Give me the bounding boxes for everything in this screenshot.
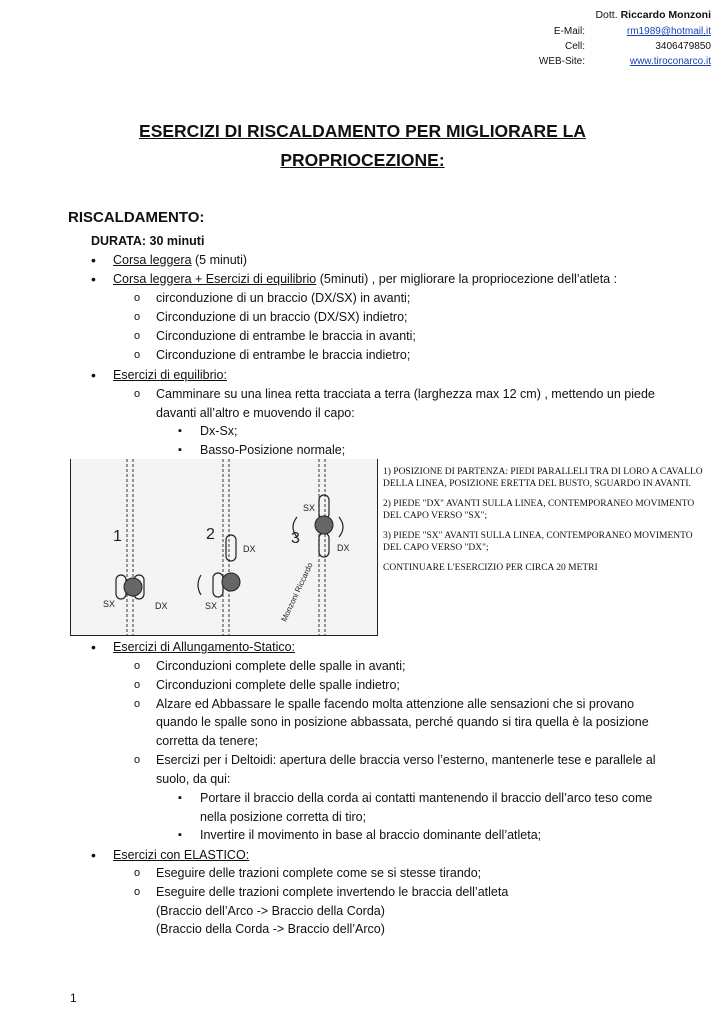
duration: DURATA: 30 minuti	[91, 234, 205, 248]
sub-item: o Circonduzione di un braccio (DX/SX) indietro;	[156, 308, 408, 326]
figure-label-1: 1	[113, 528, 122, 545]
figure-sx-3: SX	[303, 503, 316, 513]
figure-note: 1) POSIZIONE DI PARTENZA: PIEDI PARALLELI TRA DI LORO A CAVALLO DELLA LINEA, POSIZIONE ERETTA DEL BUSTO, SGUARDO IN AVANTI.	[383, 467, 703, 489]
sub-item-cont: quando le spalle sono in posizione abbassata, perché quando si tira quella è la posizione	[156, 715, 649, 729]
sub-item: o Alzare ed Abbassare le spalle facendo molta attenzione alle sensazioni che si provano	[156, 695, 634, 713]
cell-label: Cell:	[564, 41, 585, 52]
sub-item-cont: suolo, da qui:	[156, 772, 231, 786]
sub-item-cont: davanti all’altro e muovendo il capo:	[156, 406, 355, 420]
sub-item: o Esercizi per i Deltoidi: apertura delle braccia verso l’esterno, mantenerle tese e parallele al	[156, 751, 656, 769]
sub-item: o Eseguire delle trazioni complete invertendo le braccia dell’atleta	[156, 883, 508, 901]
figure-dx-3: DX	[337, 543, 350, 553]
sub-item-cont: corretta da tenere;	[156, 734, 259, 748]
sub-item: o Camminare su una linea retta tracciata a terra (larghezza max 12 cm) , mettendo un piede	[156, 385, 655, 403]
figure-sx-2: SX	[205, 601, 218, 611]
sub-sub-item: ▪ Dx-Sx;	[200, 422, 238, 440]
sub-sub-item: ▪ Portare il braccio della corda ai contatti mantenendo il braccio dell’arco teso come	[200, 789, 652, 807]
list-item: • Corsa leggera + Esercizi di equilibrio (5minuti) , per migliorare la propriocezione dell’atleta :	[113, 270, 617, 288]
sub-item: o Circonduzioni complete delle spalle in avanti;	[156, 657, 405, 675]
page-number: 1	[70, 991, 77, 1005]
list-item: • Esercizi di Allungamento-Statico:	[113, 638, 295, 656]
sub-sub-item: ▪ Invertire il movimento in base al braccio dominante dell’atleta;	[200, 826, 541, 844]
sub-item: o Eseguire delle trazioni complete come se si stesse tirando;	[156, 864, 481, 882]
web-label: WEB-Site:	[538, 56, 585, 67]
figure-dx-1: DX	[155, 601, 168, 611]
figure-note: 2) PIEDE "DX" AVANTI SULLA LINEA, CONTEMPORANEO MOVIMENTO DEL CAPO VERSO "SX";	[383, 499, 695, 521]
list-item: • Esercizi con ELASTICO:	[113, 846, 249, 864]
sub-sub-item-cont: nella posizione corretta di tiro;	[200, 810, 367, 824]
exercise-figure	[70, 459, 378, 636]
sub-item: o Circonduzione di entrambe le braccia in avanti;	[156, 327, 416, 345]
sub-item: o Circonduzione di entrambe le braccia indietro;	[156, 346, 410, 364]
sub-item: o Circonduzioni complete delle spalle indietro;	[156, 676, 400, 694]
cell-value: 3406479850	[655, 41, 711, 52]
footprints-drawing	[71, 459, 377, 635]
figure-sx-1: SX	[103, 599, 116, 609]
figure-signature: Monzoni Riccardo	[279, 561, 315, 624]
email-link[interactable]: rm1989@hotmail.it	[626, 26, 711, 37]
list-item: • Corsa leggera (5 minuti)	[113, 251, 247, 269]
list-item: • Esercizi di equilibrio:	[113, 366, 227, 384]
email-label: E-Mail:	[553, 26, 585, 37]
section-heading: RISCALDAMENTO:	[68, 209, 205, 226]
page-title-line1: ESERCIZI DI RISCALDAMENTO PER MIGLIORARE LA	[139, 121, 586, 141]
figure-note: CONTINUARE L'ESERCIZIO PER CIRCA 20 METRI	[383, 563, 598, 573]
figure-dx-2: DX	[243, 544, 256, 554]
author-name: Dott. Riccardo Monzoni	[595, 9, 711, 21]
sub-item-cont: (Braccio dell’Arco -> Braccio della Corda)	[156, 904, 385, 918]
sub-item-cont: (Braccio della Corda -> Braccio dell’Arco)	[156, 922, 385, 936]
figure-label-3: 3	[291, 530, 300, 547]
page-title-line2: PROPRIOCEZIONE:	[280, 150, 445, 170]
sub-item: o circonduzione di un braccio (DX/SX) in avanti;	[156, 289, 410, 307]
figure-note: 3) PIEDE "SX" AVANTI SULLA LINEA, CONTEMPORANEO MOVIMENTO DEL CAPO VERSO "DX";	[383, 531, 693, 553]
sub-sub-item: ▪ Basso-Posizione normale;	[200, 441, 345, 459]
figure-notes	[383, 466, 713, 582]
figure-label-2: 2	[206, 526, 215, 543]
web-link[interactable]: www.tiroconarco.it	[629, 56, 711, 67]
